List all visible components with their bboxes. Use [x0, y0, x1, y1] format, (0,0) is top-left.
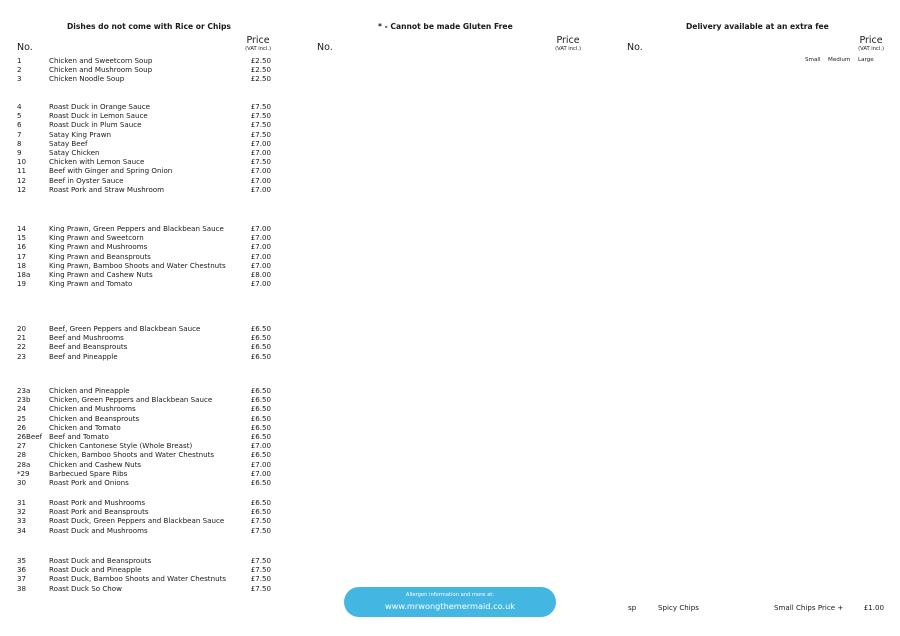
item-price: £7.50 — [250, 120, 271, 130]
number-label: No. — [317, 42, 333, 53]
item-number: 24 — [17, 404, 27, 414]
item-number: 33 — [17, 516, 27, 526]
menu-column-1 — [12, 0, 277, 636]
item-name: King Prawn and Cashew Nuts — [49, 270, 153, 279]
menu-item — [12, 65, 277, 74]
item-number: 28 — [17, 450, 27, 460]
item-price: £7.50 — [250, 102, 271, 111]
item-name: Beef and Pineapple — [49, 351, 118, 361]
item-price: £6.50 — [250, 324, 271, 333]
item-name: Chicken and Cashew Nuts — [49, 459, 142, 469]
menu-item — [12, 441, 277, 450]
item-number: 3 — [17, 74, 22, 84]
item-price: £2.50 — [250, 65, 271, 75]
menu-item — [12, 460, 277, 469]
item-price: £7.50 — [250, 157, 271, 167]
menu-item — [12, 279, 277, 288]
item-number: 16 — [17, 242, 27, 252]
price-label: Price (VAT incl.) — [245, 35, 271, 52]
item-name: Beef and Beansprouts — [49, 342, 128, 352]
menu-item — [12, 507, 277, 516]
item-price: £6.50 — [250, 351, 271, 361]
item-number: 2 — [17, 65, 22, 75]
item-name: King Prawn and Beansprouts — [49, 251, 151, 261]
item-price: £6.50 — [250, 478, 271, 487]
item-price: £7.00 — [250, 441, 271, 451]
menu-item — [12, 516, 277, 525]
item-number: 25 — [17, 413, 27, 423]
item-name: Chicken and Mushroom Soup — [49, 65, 153, 75]
item-price: £7.00 — [250, 175, 271, 185]
item-name: Chicken Cantonese Style (Whole Breast) — [49, 441, 193, 451]
allergen-banner[interactable] — [344, 587, 556, 617]
item-price: £6.50 — [250, 450, 271, 460]
menu-item — [12, 324, 277, 333]
item-number: 35 — [17, 556, 27, 565]
item-number: 22 — [17, 342, 27, 352]
menu-item — [12, 252, 277, 261]
menu-item — [12, 478, 277, 487]
item-price: £7.00 — [250, 459, 271, 469]
item-price: £7.00 — [250, 251, 271, 261]
menu-item — [12, 342, 277, 351]
item-price: £7.50 — [250, 583, 271, 593]
menu-column-2 — [312, 0, 587, 636]
item-number: 11 — [17, 166, 27, 176]
item-price: £7.50 — [250, 556, 271, 565]
item-price: £7.50 — [250, 574, 271, 584]
item-name: Beef and Mushrooms — [49, 333, 124, 343]
item-name: Roast Duck in Plum Sauce — [49, 120, 142, 130]
item-name: Beef with Ginger and Spring Onion — [49, 166, 173, 176]
menu-item — [12, 386, 277, 395]
item-name: Roast Duck and Beansprouts — [49, 556, 152, 565]
item-number: 36 — [17, 565, 27, 575]
item-name: King Prawn and Sweetcorn — [49, 233, 144, 243]
item-number: 30 — [17, 478, 27, 487]
menu-item — [12, 423, 277, 432]
menu-item — [12, 270, 277, 279]
item-number: 7 — [17, 129, 22, 139]
menu-item — [12, 74, 277, 83]
item-number: 8 — [17, 138, 22, 148]
item-name: Roast Duck, Green Peppers and Blackbean Sauce — [49, 516, 225, 526]
item-name: Beef, Green Peppers and Blackbean Sauce — [49, 324, 201, 333]
item-number: 4 — [17, 102, 22, 111]
item-price: £2.50 — [250, 74, 271, 84]
item-number: 17 — [17, 251, 27, 261]
item-number: *29 — [17, 468, 30, 478]
item-price: £6.50 — [250, 413, 271, 423]
item-number: 23a — [17, 386, 31, 395]
item-number: 15 — [17, 233, 27, 243]
item-price: £6.50 — [250, 342, 271, 352]
menu-item — [12, 333, 277, 342]
item-price: £7.00 — [250, 166, 271, 176]
price-label: Price (VAT incl.) — [555, 35, 581, 52]
item-name: Chicken and Pineapple — [49, 386, 130, 395]
item-number: 34 — [17, 525, 27, 535]
menu-item — [12, 166, 277, 175]
menu-item — [12, 404, 277, 413]
menu-item — [12, 261, 277, 270]
item-price: £7.00 — [250, 184, 271, 194]
item-price: £8.00 — [250, 270, 271, 279]
item-name: Beef and Tomato — [49, 432, 109, 441]
item-number: 18a — [17, 270, 31, 279]
item-number: 23b — [17, 395, 31, 405]
item-number: 12 — [17, 175, 27, 185]
item-number: 37 — [17, 574, 27, 584]
header-note-left: Dishes do not come with Rice or Chips — [67, 22, 231, 31]
item-name: Satay King Prawn — [49, 129, 112, 139]
menu-item — [12, 526, 277, 535]
menu-item — [12, 414, 277, 423]
item-price: £6.50 — [250, 507, 271, 517]
item-price: £6.50 — [250, 498, 271, 507]
item-price: £7.00 — [250, 233, 271, 243]
item-name: Roast Duck in Orange Sauce — [49, 102, 151, 111]
item-number: 6 — [17, 120, 22, 130]
allergen-info-text: Allergen information and more at: — [405, 592, 495, 598]
item-price: £7.00 — [250, 224, 271, 233]
item-number: 10 — [17, 157, 27, 167]
item-name: Chicken and Tomato — [49, 422, 121, 432]
menu-item — [12, 584, 277, 593]
item-number: 18 — [17, 260, 27, 270]
menu-column-3 — [622, 0, 890, 636]
menu-item — [12, 148, 277, 157]
item-number: 5 — [17, 111, 22, 121]
menu-item — [12, 130, 277, 139]
item-number: 27 — [17, 441, 27, 451]
item-number: 12 — [17, 184, 27, 194]
item-name: King Prawn, Bamboo Shoots and Water Chestnuts — [49, 260, 226, 270]
item-name: Chicken with Lemon Sauce — [49, 157, 145, 167]
item-name: Roast Duck, Bamboo Shoots and Water Chestnuts — [49, 574, 227, 584]
menu-item — [12, 176, 277, 185]
menu-item — [12, 111, 277, 120]
item-price: £7.50 — [250, 565, 271, 575]
item-name: King Prawn and Tomato — [49, 279, 133, 289]
spicy-chips-row — [622, 603, 890, 612]
item-price: £6.50 — [250, 395, 271, 405]
item-number: sp — [628, 603, 637, 612]
column-header — [622, 36, 890, 58]
item-price: £7.00 — [250, 260, 271, 270]
menu-item — [12, 233, 277, 242]
menu-item — [12, 469, 277, 478]
item-name: Roast Duck and Pineapple — [49, 565, 142, 575]
header-note-right: Delivery available at an extra fee — [686, 22, 829, 31]
item-name: Spicy Chips — [658, 603, 699, 612]
price-label: Price (VAT incl.) — [858, 35, 884, 52]
item-name: King Prawn, Green Peppers and Blackbean Sauce — [49, 224, 224, 233]
item-name: Roast Pork and Straw Mushroom — [49, 184, 165, 194]
menu-item — [12, 224, 277, 233]
item-name: Roast Duck So Chow — [49, 583, 122, 593]
item-price: £7.50 — [250, 516, 271, 526]
item-name: Chicken and Sweetcorn Soup — [49, 56, 153, 65]
item-name: Satay Chicken — [49, 148, 100, 157]
item-name: Roast Pork and Beansprouts — [49, 507, 149, 517]
item-number: 19 — [17, 279, 27, 289]
item-number: 31 — [17, 498, 27, 507]
item-name: Roast Duck and Mushrooms — [49, 525, 148, 535]
item-number: 28a — [17, 459, 31, 469]
item-price: £1.00 — [863, 603, 884, 612]
item-name: Roast Duck in Lemon Sauce — [49, 111, 148, 121]
item-name: King Prawn and Mushrooms — [49, 242, 148, 252]
menu-item — [12, 242, 277, 251]
item-number: 26 — [17, 422, 27, 432]
menu-item — [12, 498, 277, 507]
item-price: £7.00 — [250, 468, 271, 478]
menu-item — [12, 432, 277, 441]
menu-item — [12, 56, 277, 65]
column-header — [312, 36, 587, 58]
menu-item — [12, 450, 277, 459]
item-price: £6.50 — [250, 386, 271, 395]
menu-item — [12, 352, 277, 361]
chips-price-label: Small Chips Price + — [774, 603, 844, 612]
menu-item — [12, 565, 277, 574]
item-number: 20 — [17, 324, 27, 333]
item-name: Chicken, Green Peppers and Blackbean Sauce — [49, 395, 213, 405]
header-note-middle: * - Cannot be made Gluten Free — [378, 22, 513, 31]
item-price: £7.00 — [250, 148, 271, 157]
item-price: £7.50 — [250, 129, 271, 139]
item-name: Roast Pork and Onions — [49, 478, 129, 487]
item-name: Chicken, Bamboo Shoots and Water Chestnuts — [49, 450, 215, 460]
item-number: 1 — [17, 56, 22, 65]
item-price: £7.50 — [250, 111, 271, 121]
item-name: Satay Beef — [49, 138, 88, 148]
item-name: Chicken and Beansprouts — [49, 413, 140, 423]
item-number: 26Beef — [17, 432, 43, 441]
item-number: 38 — [17, 583, 27, 593]
item-price: £6.50 — [250, 432, 271, 441]
menu-item — [12, 574, 277, 583]
item-price: £6.50 — [250, 333, 271, 343]
menu-item — [12, 139, 277, 148]
menu-item — [12, 556, 277, 565]
item-number: 9 — [17, 148, 22, 157]
item-name: Chicken and Mushrooms — [49, 404, 136, 414]
menu-item — [12, 102, 277, 111]
size-medium-label: Medium — [828, 57, 851, 63]
column-header — [12, 36, 277, 58]
menu-item — [12, 395, 277, 404]
number-label: No. — [17, 42, 33, 53]
size-large-label: Large — [858, 57, 874, 63]
item-price: £7.00 — [250, 138, 271, 148]
menu-item — [12, 185, 277, 194]
item-number: 14 — [17, 224, 27, 233]
menu-item — [12, 157, 277, 166]
number-label: No. — [627, 42, 643, 53]
item-price: £7.00 — [250, 242, 271, 252]
item-price: £7.50 — [250, 525, 271, 535]
item-price: £6.50 — [250, 404, 271, 414]
item-price: £2.50 — [250, 56, 271, 65]
item-name: Beef in Oyster Sauce — [49, 175, 124, 185]
size-small-label: Small — [805, 57, 821, 63]
item-name: Roast Pork and Mushrooms — [49, 498, 146, 507]
item-name: Barbecued Spare Ribs — [49, 468, 128, 478]
item-number: 32 — [17, 507, 27, 517]
item-number: 21 — [17, 333, 27, 343]
website-link[interactable]: www.mrwongthemermaid.co.uk — [384, 601, 515, 611]
item-price: £6.50 — [250, 422, 271, 432]
menu-item — [12, 120, 277, 129]
item-name: Chicken Noodle Soup — [49, 74, 125, 84]
item-number: 23 — [17, 351, 27, 361]
item-price: £7.00 — [250, 279, 271, 289]
